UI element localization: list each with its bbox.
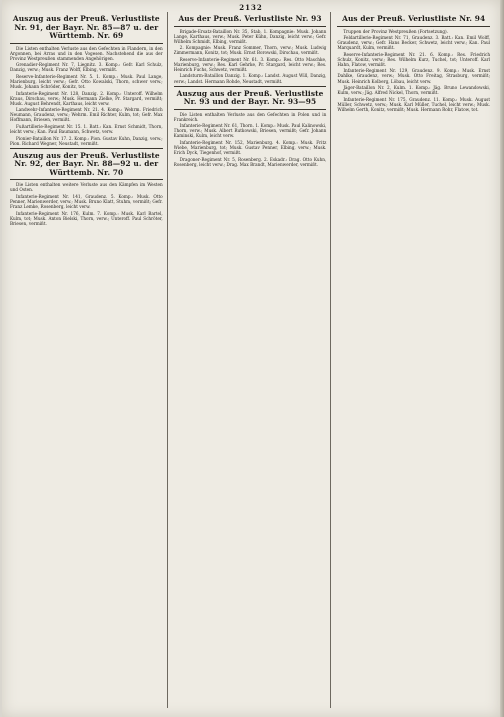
casualty-paragraph: Grenadier-Regiment Nr. 7, Liegnitz. 3. Komp.: Gefr. Karl Schulz, Danzig, verw.; Musk. Franz Wolff, Elbing, vermißt.	[10, 62, 163, 73]
heading-rule	[337, 26, 490, 27]
casualty-paragraph: Landwehr-Infanterie-Regiment Nr. 21. 4. Komp.: Wehrm. Friedrich Neumann, Graudenz, verw.; Wehrm. Emil Richter, Kulm, tot; Gefr. Max Hoffmann, Briesen, vermißt.	[10, 107, 163, 123]
section-heading: Aus der Preuß. Verlustliste Nr. 94	[342, 14, 486, 23]
section-heading: Aus der Preuß. Verlustliste Nr. 93	[178, 14, 322, 23]
newspaper-page	[2, 0, 500, 717]
heading-rule	[174, 109, 327, 110]
section-heading: Auszug aus der Preuß. Verlustliste Nr. 92, der Bayr. Nr. 88—92 u. der Württemb. Nr. 70	[12, 150, 160, 177]
casualty-paragraph: Infanterie-Regiment Nr. 175, Graudenz. 11. Komp.: Musk. August Müller, Schwetz, verw.; Musk. Karl Müller, Tuchel, leicht verw.; Musk. Wilhelm Gerth, Konitz, vermißt; Musk. Hermann Rohr, Flatow, tot.	[337, 96, 491, 112]
casualty-paragraph: Infanterie-Regiment Nr. 141, Graudenz. 5. Komp.: Musk. Otto Penner, Marienwerder, verw.; Musk. Bruno Klatt, Stuhm, vermißt; Gefr. Franz Lemke, Rosenberg, leicht verw.	[10, 194, 163, 210]
casualty-paragraph: Truppen der Provinz Westpreußen (Fortsetzung).	[343, 28, 448, 34]
column-container	[10, 12, 494, 708]
text-column-1	[10, 12, 168, 708]
casualty-paragraph: Die Listen enthalten Verluste aus den Gefechten in Flandern, in den Argonnen, bei Arras und in den Vogesen. Nachstehend die aus der Provinz Westpreußen stammenden Angehörigen.	[10, 45, 163, 61]
casualty-paragraph: Fußartillerie-Regiment Nr. 15. 1. Batt.: Kan. Ernst Schmidt, Thorn, leicht verw.; Kan. Paul Baumann, Schwetz, verw.	[10, 123, 163, 134]
casualty-paragraph: Infanterie-Regiment Nr. 176, Kulm. 7. Komp.: Musk. Karl Bartel, Kulm, tot; Musk. Anton Bielski, Thorn, verw.; Unteroff. Paul Schröter, Briesen, vermißt.	[10, 210, 163, 226]
casualty-paragraph: Feldartillerie-Regiment Nr. 71, Graudenz. 3. Batt.: Kan. Emil Wolff, Graudenz, verw.; Gefr. Hans Becker, Schwetz, leicht verw.; Kan. Paul Marquardt, Kulm, vermißt.	[337, 35, 491, 51]
text-column-3	[337, 12, 494, 708]
page-edge	[500, 0, 504, 717]
casualty-paragraph: Reserve-Infanterie-Regiment Nr. 21. 6. Komp.: Res. Friedrich Schulz, Konitz, verw.; Res. Wilhelm Kurz, Tuchel, tot; Unteroff. Karl Hahn, Flatow, vermißt.	[337, 51, 491, 67]
page-number: 2132	[239, 3, 263, 12]
casualty-paragraph: Brigade-Ersatz-Bataillon Nr. 35, Stab, 1. Kompagnie: Musk. Johann Lange, Karthaus, verw.; Musk. Peter Kühn, Danzig, leicht verw.; Gefr. Wilhelm Schmidt, Elbing, vermißt.	[173, 28, 327, 44]
casualty-paragraph: Infanterie-Regiment Nr. 152, Marienburg. 4. Komp.: Musk. Fritz Wiebe, Marienburg, tot; Musk. Gustav Penner, Elbing, verw.; Musk. Erich Dyck, Tiegenhof, vermißt.	[173, 139, 327, 156]
casualty-paragraph: Reserve-Infanterie-Regiment Nr. 61. 3. Komp.: Res. Otto Maschke, Marienburg, verw.; Res. Karl Gehrke, Pr. Stargard, leicht verw.; Res. Heinrich Fuchs, Schwetz, vermißt.	[173, 56, 327, 72]
casualty-paragraph: Dragoner-Regiment Nr. 5, Rosenberg. 2. Eskadr.: Drag. Otto Kuhn, Rosenberg, leicht verw.; Drag. Max Brandt, Marienwerder, vermißt.	[173, 156, 327, 167]
section-heading: Auszug aus der Preuß. Verlustliste Nr. 91, der Bayr. Nr. 85—87 u. der Württemb. Nr. 69	[12, 14, 160, 41]
casualty-paragraph: Die Listen enthalten weitere Verluste aus den Kämpfen im Westen und Osten.	[10, 182, 163, 193]
section-divider	[10, 148, 163, 149]
heading-rule	[174, 26, 327, 27]
casualty-paragraph: 2. Kompagnie: Musk. Franz Sommer, Thorn, verw.; Musk. Ludwig Zimmermann, Konitz, tot; Musk. Ernst Borowski, Dirschau, vermißt.	[173, 45, 327, 56]
casualty-paragraph: Infanterie-Regiment Nr. 61, Thorn. 1. Komp.: Musk. Paul Kalinowski, Thorn, verw.; Musk. Albert Rutkowski, Briesen, vermißt; Gefr. Johann Kaminski, Kulm, leicht verw.	[173, 123, 327, 139]
casualty-paragraph: Infanterie-Regiment Nr. 129, Graudenz. 9. Komp.: Musk. Ernst Dahlke, Graudenz, verw.; Musk. Otto Freitag, Strasburg, vermißt; Musk. Heinrich Kolberg, Löbau, leicht verw.	[337, 68, 491, 84]
section-divider	[174, 86, 327, 87]
casualty-paragraph: Pionier-Bataillon Nr. 17. 2. Komp.: Pion. Gustav Kuhn, Danzig, verw.; Pion. Richard Wegner, Neustadt, vermißt.	[10, 135, 163, 146]
heading-rule	[10, 43, 163, 44]
text-column-2	[174, 12, 332, 708]
heading-rule	[10, 179, 163, 180]
section-heading: Auszug aus der Preuß. Verlustliste Nr. 93 und der Bayr. Nr. 93—95	[176, 88, 324, 107]
casualty-paragraph: Landsturm-Bataillon Danzig. 1. Komp.: Landst. August Will, Danzig, verw.; Landst. Hermann Rohde, Neustadt, vermißt.	[173, 73, 327, 84]
casualty-paragraph: Die Listen enthalten Verluste aus den Gefechten in Polen und in Frankreich.	[173, 111, 327, 122]
casualty-paragraph: Jäger-Bataillon Nr. 2, Kulm. 1. Komp.: Jäg. Bruno Lewandowski, Kulm, verw.; Jäg. Alfred Nickel, Thorn, vermißt.	[337, 85, 491, 96]
casualty-paragraph: Infanterie-Regiment Nr. 128, Danzig. 2. Komp.: Unteroff. Wilhelm Kraus, Dirschau, verw.; Musk. Hermann Zielke, Pr. Stargard, vermißt; Musk. August Behrendt, Karthaus, leicht verw.	[10, 90, 163, 106]
casualty-paragraph: Reserve-Infanterie-Regiment Nr. 5. 1. Komp.: Musk. Paul Lange, Marienburg, leicht verw.; Gefr. Otto Kowalski, Thorn, schwer verw.; Musk. Johann Schröder, Konitz, tot.	[10, 74, 163, 90]
